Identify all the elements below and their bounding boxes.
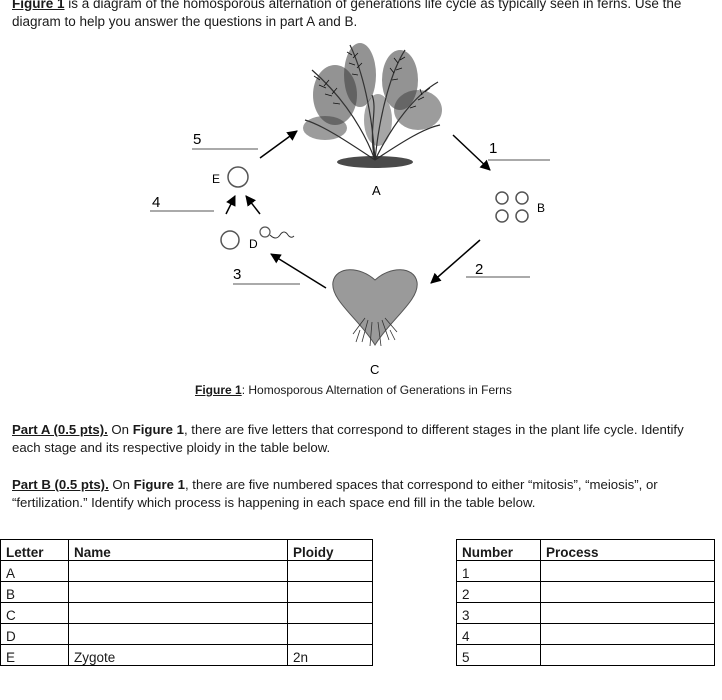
header-name: Name <box>69 540 288 561</box>
ploidy-cell[interactable]: 2n <box>288 645 373 666</box>
arrow-gametophyte-to-gametes <box>271 254 326 288</box>
letter-cell: E <box>1 645 69 666</box>
process-cell[interactable] <box>541 582 715 603</box>
part-a-text-2: , there are five letters that correspond to different stages in the plant life cycle. Identify each stage and its respective ploidy in the table below. <box>12 422 684 455</box>
intro-figure-ref: Figure 1 <box>12 0 65 11</box>
number-process-table <box>456 539 715 666</box>
name-cell[interactable] <box>69 624 288 645</box>
part-a-instructions <box>12 421 712 457</box>
number-cell: 4 <box>457 624 541 645</box>
figure-caption <box>195 383 512 397</box>
name-cell[interactable]: Zygote <box>69 645 288 666</box>
ploidy-cell[interactable] <box>288 624 373 645</box>
part-b-label: Part B (0.5 pts). <box>12 477 109 492</box>
process-cell[interactable] <box>541 624 715 645</box>
number-cell: 3 <box>457 603 541 624</box>
header-process: Process <box>541 540 715 561</box>
gametophyte-illustration <box>333 270 417 346</box>
number-cell: 1 <box>457 561 541 582</box>
table-row <box>457 561 715 582</box>
arrow-sporophyte-to-spores <box>453 135 490 170</box>
table-row <box>457 645 715 666</box>
zygote-illustration <box>228 167 248 187</box>
number-cell: 2 <box>457 582 541 603</box>
part-a-label: Part A (0.5 pts). <box>12 422 108 437</box>
table-a-header-row <box>1 540 373 561</box>
table-row <box>457 582 715 603</box>
part-b-text-1: On <box>108 477 134 492</box>
part-b-text-2: , there are five numbered spaces that correspond to either “mitosis”, “meiosis”, or “fertilization.” Identify which process is happening in each space end fill in the table below. <box>12 477 658 510</box>
number-2: 2 <box>475 261 484 278</box>
process-cell[interactable] <box>541 561 715 582</box>
table-row <box>1 624 373 645</box>
name-cell[interactable] <box>69 582 288 603</box>
ploidy-cell[interactable] <box>288 603 373 624</box>
number-3: 3 <box>233 266 242 283</box>
arrow-zygote-to-sporophyte <box>260 131 297 158</box>
part-a-figure-ref: Figure 1 <box>132 422 184 437</box>
arrow-egg-to-zygote <box>226 196 235 214</box>
table-row <box>1 645 373 666</box>
ploidy-cell[interactable] <box>288 582 373 603</box>
table-row <box>457 624 715 645</box>
caption-figure-ref: Figure 1 <box>195 383 242 397</box>
name-cell[interactable] <box>69 561 288 582</box>
table-row <box>1 603 373 624</box>
letter-cell: B <box>1 582 69 603</box>
label-b: B <box>537 201 546 215</box>
number-4: 4 <box>152 194 161 211</box>
part-b-figure-ref: Figure 1 <box>133 477 185 492</box>
process-cell[interactable] <box>541 645 715 666</box>
number-cell: 5 <box>457 645 541 666</box>
header-number: Number <box>457 540 541 561</box>
label-d: D <box>249 237 258 251</box>
number-5: 5 <box>193 131 202 148</box>
letter-cell: C <box>1 603 69 624</box>
intro-text: is a diagram of the homosporous alternation of generations life cycle as typically seen in ferns. Use the diagram to help you answer the questions in part A and B. <box>12 0 682 29</box>
fern-sporophyte-illustration <box>303 43 442 168</box>
label-a: A <box>372 183 381 198</box>
ploidy-cell[interactable] <box>288 561 373 582</box>
part-b-instructions <box>12 476 712 512</box>
number-1: 1 <box>489 140 498 157</box>
table-row <box>1 582 373 603</box>
spores-illustration <box>496 192 528 222</box>
header-letter: Letter <box>1 540 69 561</box>
letter-name-ploidy-table <box>0 539 373 666</box>
table-row <box>1 561 373 582</box>
label-c: C <box>370 362 380 377</box>
arrow-sperm-to-zygote <box>246 196 260 214</box>
caption-text: : Homosporous Alternation of Generations in Ferns <box>241 383 512 397</box>
table-b-header-row <box>457 540 715 561</box>
part-a-text-1: On <box>107 422 133 437</box>
process-cell[interactable] <box>541 603 715 624</box>
header-ploidy: Ploidy <box>288 540 373 561</box>
letter-cell: A <box>1 561 69 582</box>
name-cell[interactable] <box>69 603 288 624</box>
letter-cell: D <box>1 624 69 645</box>
label-e: E <box>212 172 221 186</box>
table-row <box>457 603 715 624</box>
